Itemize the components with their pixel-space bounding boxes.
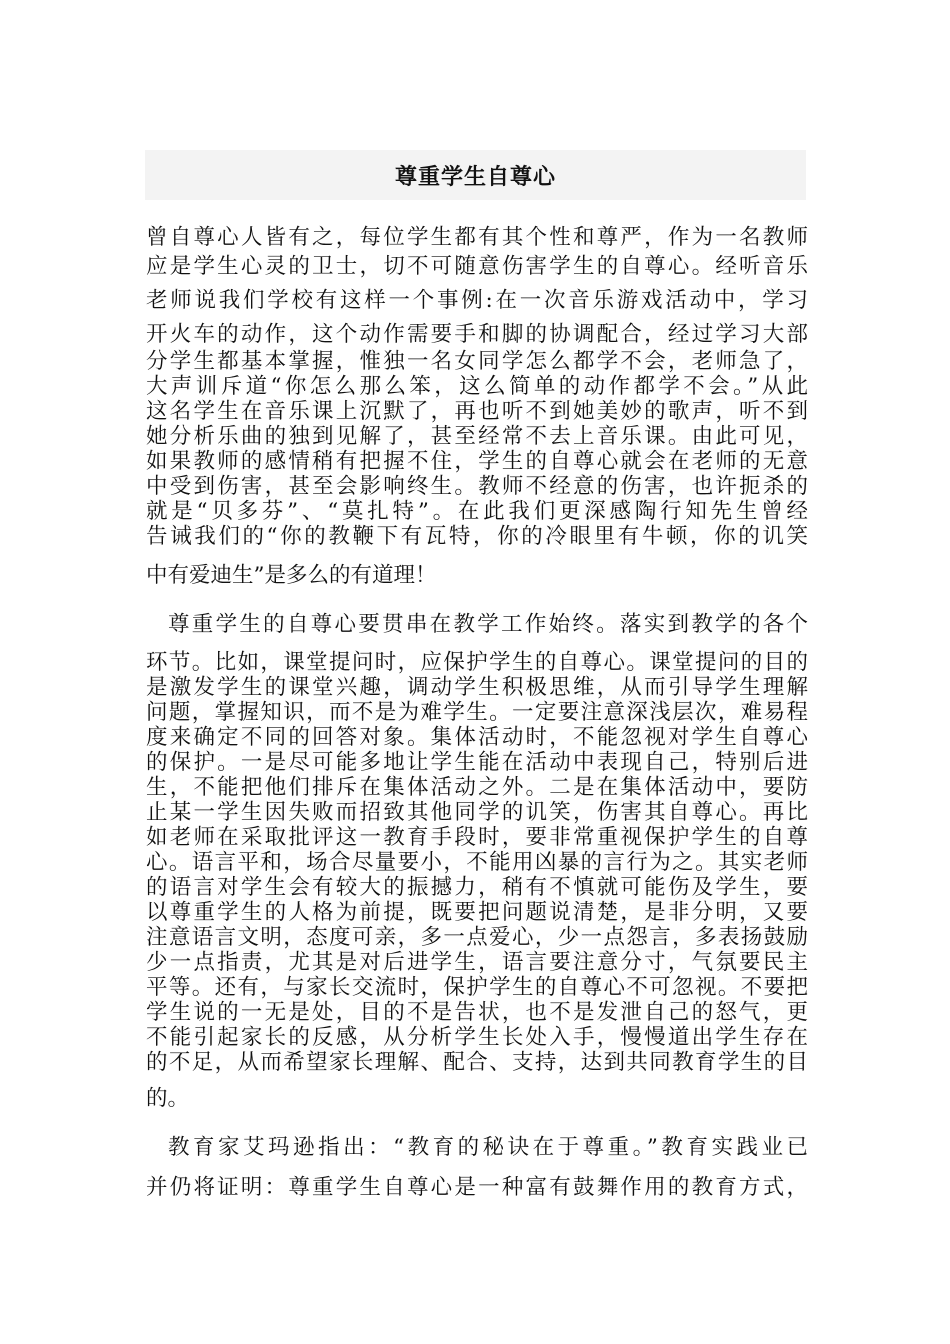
- paragraph-2-line-2: 环节。比如，课堂提问时，应保护学生的自尊心。课堂提问的目的: [146, 650, 808, 675]
- paragraph-1-line-11: 就是“贝多芬”、“莫扎特”。在此我们更深感陶行知先生曾经: [146, 499, 808, 524]
- paragraph-2-line-19: 的。: [146, 1086, 190, 1111]
- paragraph-1-line-12: 告诫我们的“你的教鞭下有瓦特，你的冷眼里有牛顿，你的讥笑: [146, 524, 808, 549]
- paragraph-2-line-1: 尊重学生的自尊心要贯串在教学工作始终。落实到教学的各个: [168, 612, 808, 637]
- paragraph-2-line-6: 的保护。一是尽可能多地让学生能在活动中表现自己，特别后进: [146, 750, 808, 775]
- paragraph-2-line-17: 不能引起家长的反感，从分析学生长处入手，慢慢道出学生存在: [146, 1025, 808, 1050]
- paragraph-1-line-5: 分学生都基本掌握，惟独一名女同学怎么都学不会，老师急了，: [146, 349, 808, 374]
- paragraph-2-line-12: 以尊重学生的人格为前提，既要把问题说清楚，是非分明，又要: [146, 900, 808, 925]
- paragraph-1-line-9: 如果教师的感情稍有把握不住，学生的自尊心就会在老师的无意: [146, 449, 808, 474]
- paragraph-2-line-10: 心。语言平和，场合尽量要小，不能用凶暴的言行为之。其实老师: [146, 850, 808, 875]
- document-title: 尊重学生自尊心: [394, 163, 556, 190]
- paragraph-2-line-9: 如老师在采取批评这一教育手段时，要非常重视保护学生的自尊: [146, 825, 808, 850]
- paragraph-2-line-4: 问题，掌握知识，而不是为难学生。一定要注意深浅层次，难易程: [146, 700, 808, 725]
- paragraph-1-line-8: 她分析乐曲的独到见解了，甚至经常不去上音乐课。由此可见，: [146, 424, 808, 449]
- paragraph-2-line-5: 度来确定不同的回答对象。集体活动时，不能忽视对学生自尊心: [146, 725, 808, 750]
- paragraph-3-line-1: 教育家艾玛逊指出：“教育的秘诀在于尊重。”教育实践业已: [168, 1135, 808, 1160]
- paragraph-1-line-1: 曾自尊心人皆有之，每位学生都有其个性和尊严，作为一名教师: [146, 225, 808, 250]
- title-bar: [145, 150, 806, 200]
- paragraph-1-line-4: 开火车的动作，这个动作需要手和脚的协调配合，经过学习大部: [146, 322, 808, 347]
- paragraph-2-line-14: 少一点指责，尤其是对后进学生，语言要注意分寸，气氛要民主: [146, 950, 808, 975]
- paragraph-2-line-8: 止某一学生因失败而招致其他同学的讥笑，伤害其自尊心。再比: [146, 800, 808, 825]
- paragraph-3-line-2: 并仍将证明：尊重学生自尊心是一种富有鼓舞作用的教育方式，: [146, 1175, 808, 1200]
- paragraph-1-line-10: 中受到伤害，甚至会影响终生。教师不经意的伤害，也许扼杀的: [146, 474, 808, 499]
- paragraph-2-line-3: 是激发学生的课堂兴趣，调动学生积极思维，从而引导学生理解: [146, 675, 808, 700]
- paragraph-2-line-16: 学生说的一无是处，目的不是告状，也不是发泄自己的怒气，更: [146, 1000, 808, 1025]
- paragraph-1-line-3: 老师说我们学校有这样一个事例:在一次音乐游戏活动中，学习: [146, 288, 808, 313]
- paragraph-1-line-13: 中有爱迪生”是多么的有道理！: [146, 563, 437, 588]
- paragraph-1-line-2: 应是学生心灵的卫士，切不可随意伤害学生的自尊心。经听音乐: [146, 254, 808, 279]
- paragraph-2-line-15: 平等。还有，与家长交流时，保护学生的自尊心不可忽视。不要把: [146, 975, 808, 1000]
- paragraph-2-line-7: 生，不能把他们排斥在集体活动之外。二是在集体活动中，要防: [146, 775, 808, 800]
- paragraph-1-line-7: 这名学生在音乐课上沉默了，再也听不到她美妙的歌声，听不到: [146, 399, 808, 424]
- paragraph-1-line-6: 大声训斥道“你怎么那么笨，这么简单的动作都学不会。”从此: [146, 374, 808, 399]
- paragraph-2-line-13: 注意语言文明，态度可亲，多一点爱心，少一点怨言，多表扬鼓励: [146, 925, 808, 950]
- paragraph-2-line-11: 的语言对学生会有较大的振撼力，稍有不慎就可能伤及学生，要: [146, 875, 808, 900]
- paragraph-2-line-18: 的不足，从而希望家长理解、配合、支持，达到共同教育学生的目: [146, 1050, 808, 1075]
